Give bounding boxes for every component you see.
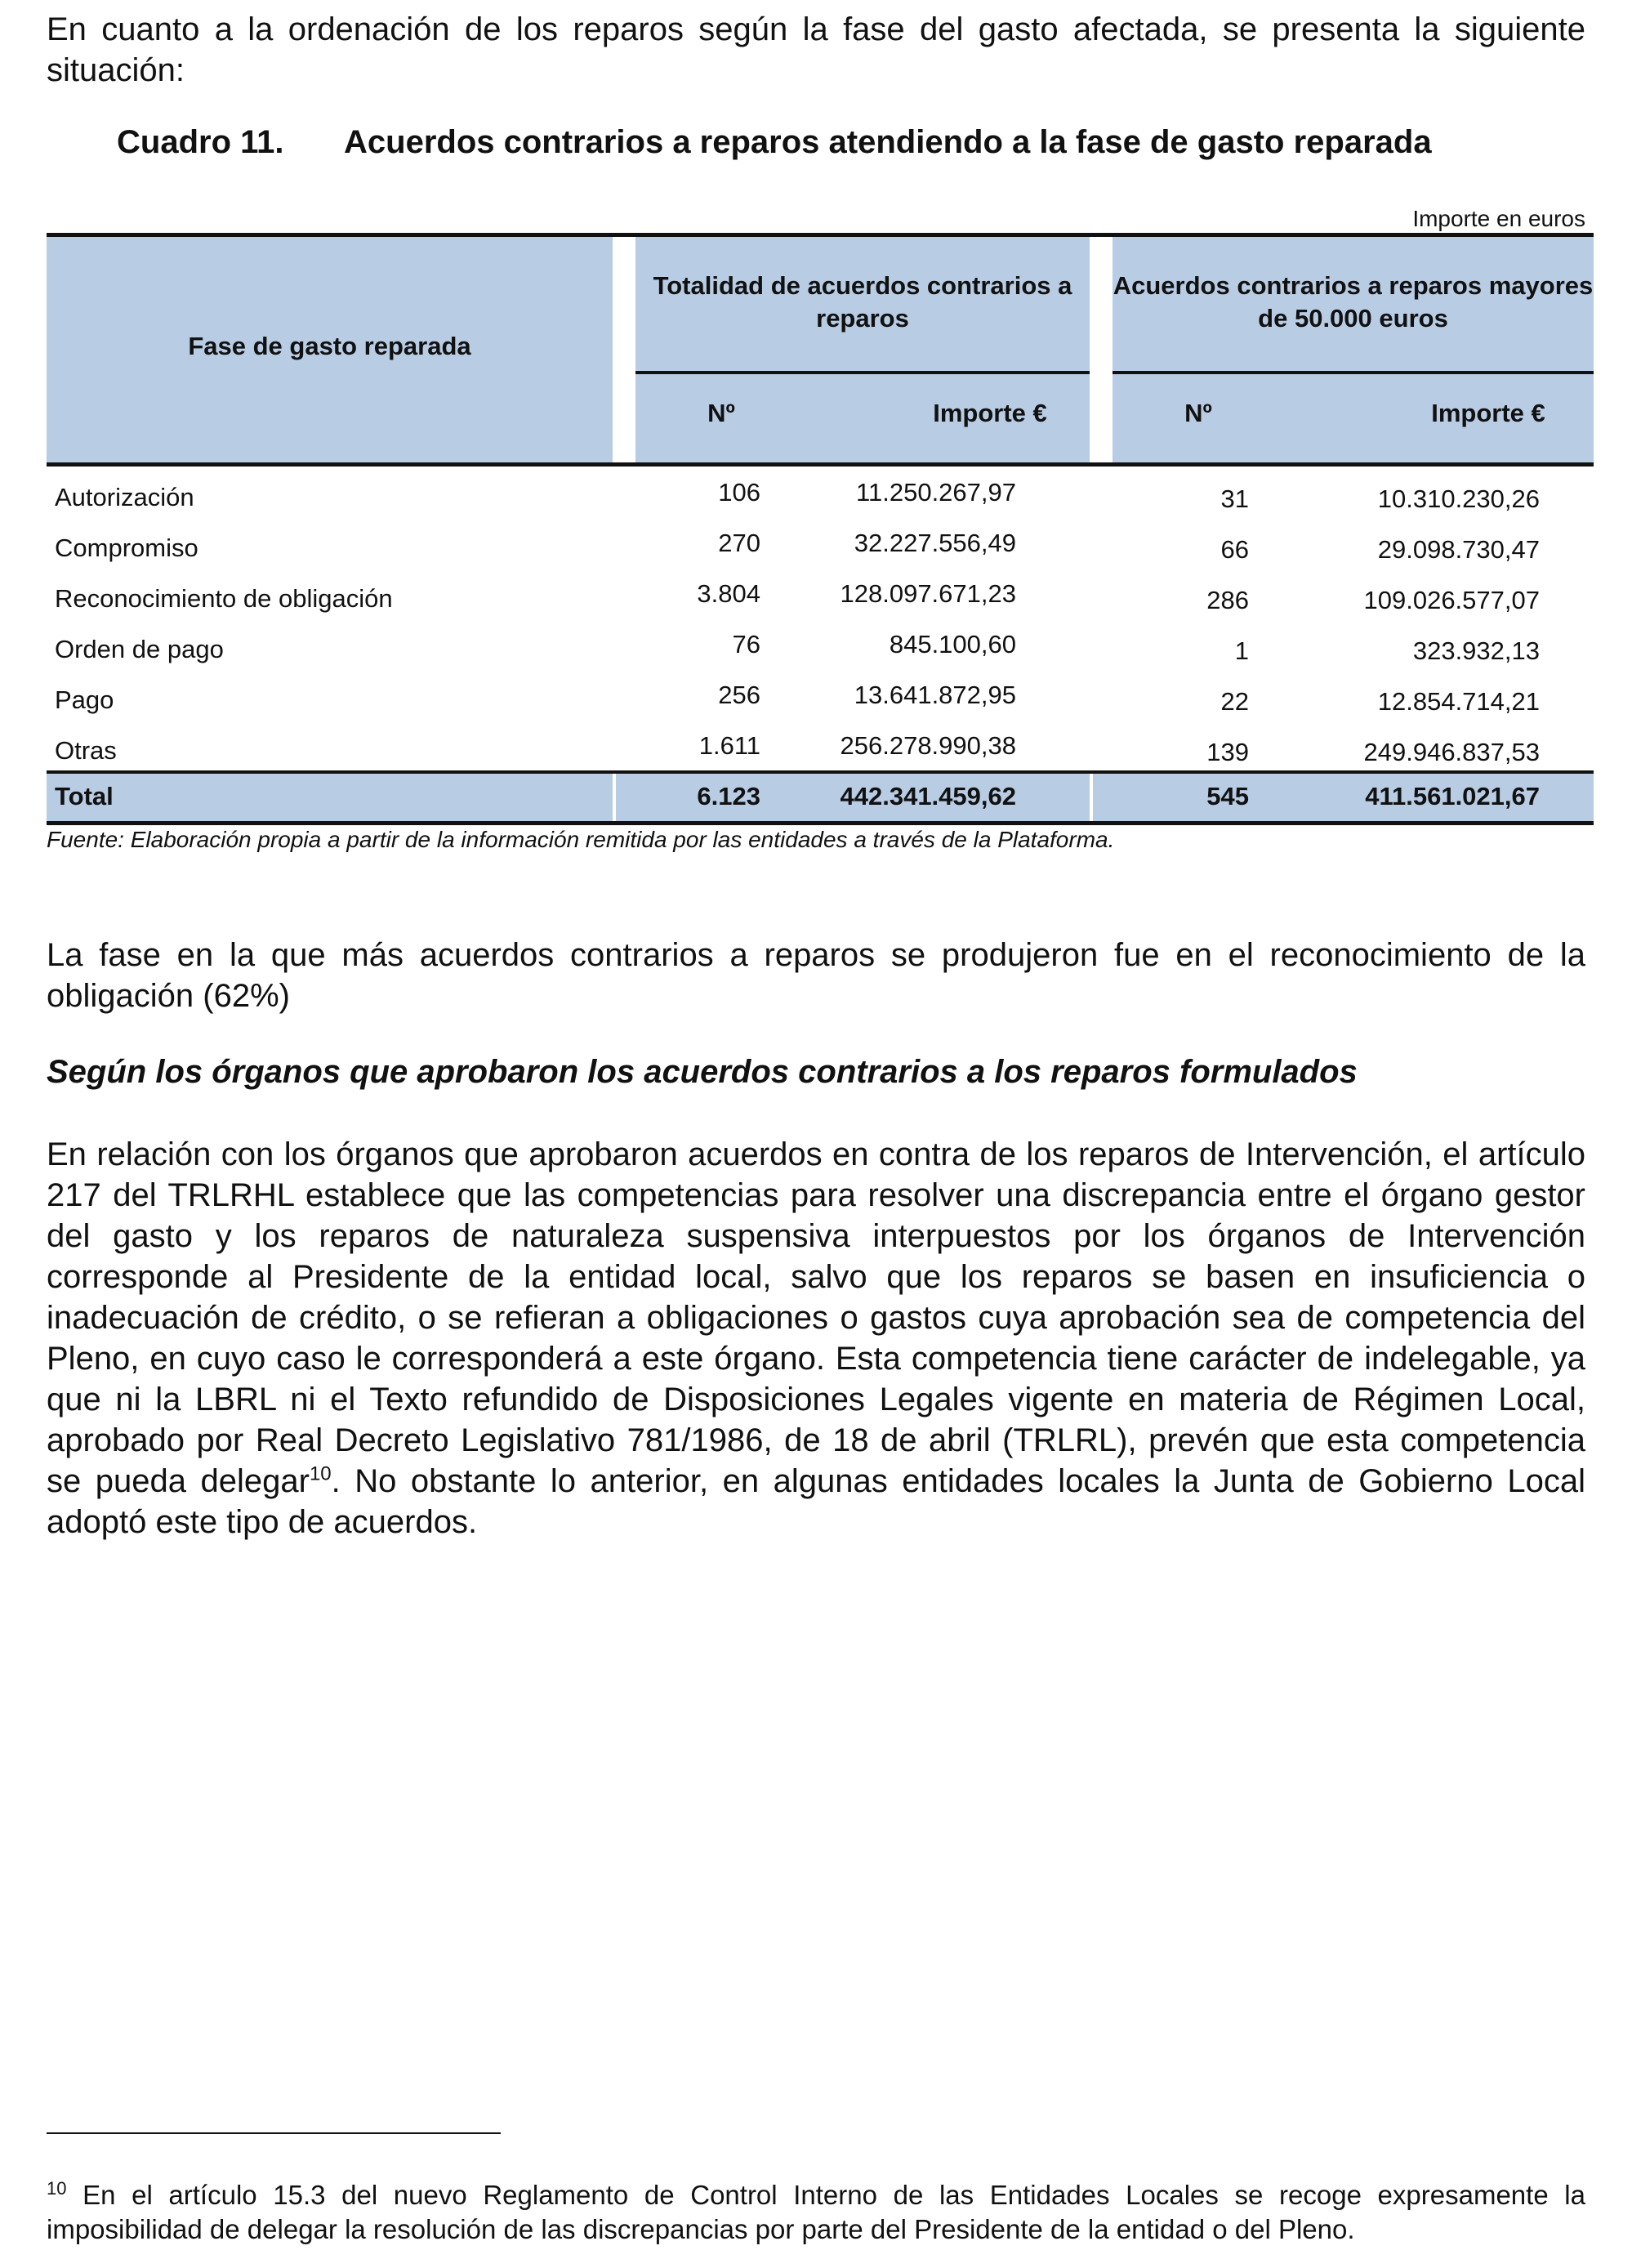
row-label: Reconocimiento de obligación xyxy=(55,584,393,613)
row-n1: 3.804 xyxy=(697,579,760,608)
row-label: Pago xyxy=(55,685,114,714)
row-label: Otras xyxy=(55,736,117,765)
footnote-number: 10 xyxy=(47,2178,67,2199)
row-n1: 256 xyxy=(718,681,760,709)
fase-paragraph: La fase en la que más acuerdos contrarios a reparos se produjeron fue en el reconocimiento de la obligación (62%) xyxy=(47,937,1585,1014)
table-row xyxy=(47,517,1594,568)
total-importe2: 411.561.021,67 xyxy=(1365,782,1540,810)
header-importe2: Importe € xyxy=(1431,399,1545,427)
row-importe1: 32.227.556,49 xyxy=(854,529,1016,557)
row-n2: 286 xyxy=(1206,586,1249,614)
table-title-text: Acuerdos contrarios a reparos atendiendo a la fase de gasto reparada xyxy=(344,124,1432,160)
row-importe1: 845.100,60 xyxy=(889,630,1016,659)
footnote xyxy=(47,2178,1585,2247)
row-n2: 1 xyxy=(1234,636,1249,665)
row-n1: 106 xyxy=(718,478,760,507)
table-header xyxy=(47,233,1594,467)
header-group-total: Totalidad de acuerdos contrarios a reparos xyxy=(653,271,1072,333)
row-importe2: 10.310.230,26 xyxy=(1377,484,1540,513)
table-row xyxy=(47,568,1594,618)
row-importe2: 249.946.837,53 xyxy=(1363,738,1540,766)
row-n1: 270 xyxy=(718,529,760,557)
footnote-text: En el artículo 15.3 del nuevo Reglamento de Control Interno de las Entidades Locales se recoge expresamente la imposibilidad de delegar la resolución de las discrepancias por parte del Presidente de la entidad o del Pleno. xyxy=(47,2180,1585,2244)
phase-table xyxy=(47,233,1594,825)
row-n1: 1.611 xyxy=(698,731,760,760)
total-importe1: 442.341.459,62 xyxy=(840,782,1016,810)
header-importe1: Importe € xyxy=(933,399,1047,427)
table-source: Fuente: Elaboración propia a partir de la información remitida por las entidades a través de la Plataforma. xyxy=(47,827,1115,852)
row-label: Orden de pago xyxy=(55,635,224,663)
row-importe2: 29.098.730,47 xyxy=(1377,535,1540,564)
row-importe1: 13.641.872,95 xyxy=(854,681,1016,709)
table-row xyxy=(47,669,1594,720)
footnote-reference[interactable]: 10 xyxy=(309,1462,332,1485)
header-fase: Fase de gasto reparada xyxy=(188,332,471,360)
row-importe1: 11.250.267,97 xyxy=(856,478,1016,507)
header-n2: Nº xyxy=(1184,399,1212,427)
footnote-separator xyxy=(47,2132,501,2134)
header-group-large: Acuerdos contrarios a reparos mayores de 50.000 euros xyxy=(1113,271,1594,333)
table-total-row xyxy=(47,770,1594,825)
total-label: Total xyxy=(55,782,114,810)
row-importe1: 128.097.671,23 xyxy=(840,579,1016,608)
table-number: Cuadro 11. xyxy=(117,124,284,160)
row-n2: 31 xyxy=(1220,484,1249,513)
table-row xyxy=(47,720,1594,770)
row-label: Autorización xyxy=(55,483,194,511)
main-paragraph-text: En relación con los órganos que aprobaron acuerdos en contra de los reparos de Intervención, el artículo 217 del TRLRHL establece que las competencias para resolver una discrepancia entre el órgano gestor del gasto y los reparos de naturaleza suspensiva interpuestos por los órganos de Intervención corresponde al Presidente de la entidad local, salvo que los reparos se basen en insuficiencia o inadecuación de crédito, o se refieran a obligaciones o gastos cuya aprobación sea de competencia del Pleno, en cuyo caso le corresponderá a este órgano. Esta competencia tiene carácter de indelegable, ya que ni la LBRL ni el Texto refundido de Disposiciones Legales vigente en materia de Régimen Local, aprobado por Real Decreto Legislativo 781/1986, de 18 de abril (TRLRL), prevén que esta competencia se pueda delegar xyxy=(47,1136,1585,1499)
row-n2: 139 xyxy=(1206,738,1249,766)
table-row xyxy=(47,618,1594,669)
total-n1: 6.123 xyxy=(697,782,760,810)
table-title xyxy=(117,124,1587,161)
row-importe2: 323.932,13 xyxy=(1412,636,1540,665)
row-importe2: 109.026.577,07 xyxy=(1363,586,1540,614)
row-n1: 76 xyxy=(732,630,760,659)
total-n2: 545 xyxy=(1206,782,1249,810)
units-note: Importe en euros xyxy=(1412,206,1585,231)
row-label: Compromiso xyxy=(55,534,198,562)
table-row xyxy=(47,467,1594,517)
main-paragraph xyxy=(47,1134,1585,1543)
main-paragraph-end: . No obstante lo anterior, en algunas entidades locales la Junta de Gobierno Local adoptó este tipo de acuerdos. xyxy=(47,1463,1586,1540)
intro-paragraph: En cuanto a la ordenación de los reparos según la fase del gasto afectada, se presenta la siguiente situación: xyxy=(47,11,1585,88)
row-importe1: 256.278.990,38 xyxy=(840,731,1016,760)
row-n2: 22 xyxy=(1220,687,1249,716)
row-n2: 66 xyxy=(1220,535,1249,564)
row-importe2: 12.854.714,21 xyxy=(1377,687,1540,716)
header-n1: Nº xyxy=(707,399,735,427)
section-subheading: Según los órganos que aprobaron los acuerdos contrarios a los reparos formulados xyxy=(47,1054,1358,1090)
